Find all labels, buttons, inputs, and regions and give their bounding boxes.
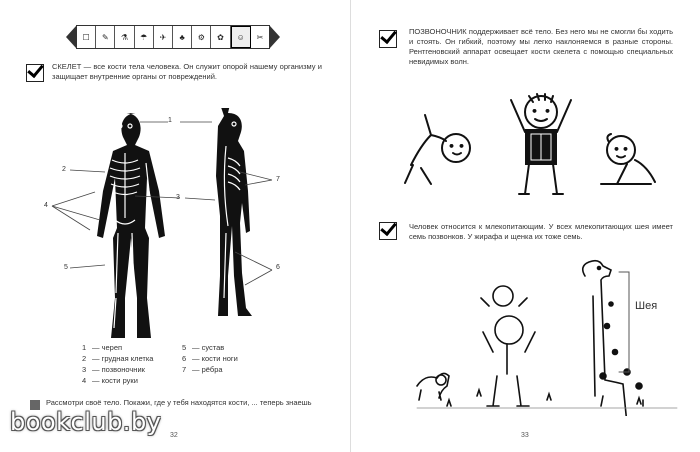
label-4: 4 [44,202,48,209]
nav-cell[interactable]: ✈ [154,26,173,48]
checkbox-icon[interactable] [379,30,397,48]
nav-cell-active[interactable]: ☺ [231,26,251,48]
watermark: bookclub.by [10,408,162,436]
legend-row: 2 — грудная клетка 6 — кости ноги [82,354,238,363]
nav-right-arrow-icon[interactable] [270,26,280,48]
nav-left-arrow-icon[interactable] [66,26,76,48]
legend-row: 1 — череп 5 — сустав [82,343,225,352]
checkbox-icon[interactable] [379,222,397,240]
skeleton-paragraph: СКЕЛЕТ — все кости тела человека. Он служит опорой нашему организму и защищает внутренние органы от повреждений. [52,62,322,81]
label-1: 1 [168,117,172,124]
nav-bar [76,25,270,49]
checkbox-icon[interactable] [26,64,44,82]
topic-navigation-bar[interactable] [66,24,280,50]
neck-label: Шея [635,300,658,312]
spine-paragraph: ПОЗВОНОЧНИК поддерживает всё тело. Без него мы не смогли бы ходить и стоять. Он гибкий, поэтому мы легко наклоняемся в разные стороны. Рентгеновский аппарат освещает кости скелета с помощью специальных невидимых волн. [409,27,673,66]
right-page [350,0,700,452]
giraffe-and-kids-illustration [407,256,687,416]
label-3: 3 [176,194,180,201]
label-6: 6 [276,264,280,271]
label-7: 7 [276,176,280,183]
label-leader-lines [40,110,300,300]
task-paragraph: Рассмотри своё тело. Покажи, где у тебя находятся кости, ... теперь знаешь [46,398,312,407]
nav-cell[interactable]: ✂ [256,32,264,42]
flexible-kids-illustration [391,90,671,200]
nav-cell[interactable]: ⚙ [192,26,211,48]
legend-row: 4 — кости руки [82,376,138,385]
page-number-left: 32 [170,432,178,439]
nav-cell[interactable]: ♣ [173,26,192,48]
nav-cell[interactable]: ☂ [135,26,154,48]
nav-cell[interactable]: ☐ [77,26,96,48]
legend [82,342,238,386]
nav-cell[interactable]: ⚗ [115,26,134,48]
label-2: 2 [62,166,66,173]
nav-cell[interactable]: ✿ [211,26,230,48]
page-number-right: 33 [521,432,529,439]
mammal-paragraph: Человек относится к млекопитающим. У всех млекопитающих шея имеет семь позвонков. У жирафа и щенка их тоже семь. [409,222,673,241]
label-5: 5 [64,264,68,271]
nav-cell[interactable]: ✎ [96,26,115,48]
legend-row: 3 — позвоночник 7 — рёбра [82,365,223,374]
